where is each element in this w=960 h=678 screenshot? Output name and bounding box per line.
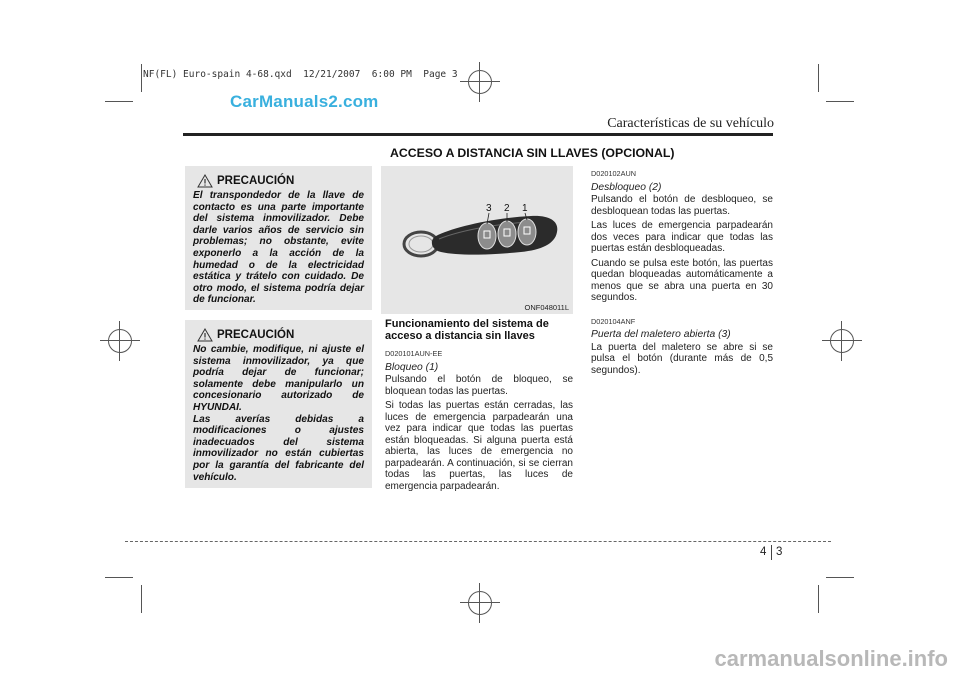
fob-label-2: 2 <box>504 203 510 214</box>
registration-mark-left <box>108 329 132 353</box>
fob-label-1: 1 <box>522 203 528 214</box>
paragraph: Cuando se pulsa este botón, las puertas quedan bloqueadas automáticamente a menos que se abra una puerta en 30 segundos. <box>591 257 773 303</box>
paragraph: Pulsando el botón de bloqueo, se bloquean todas las puertas. <box>385 374 573 397</box>
caution-body: No cambie, modifique, ni ajuste el sistema inmovilizador, ya que podría dejar de funcionar; solamente debe manipularlo un concesionario autorizado de HYUNDAI. Las averías debidas a modificaciones o ajustes inadecuados del sistema inmovilizador no están cubiertas por la garantía del fabricante del vehículo. <box>193 344 364 483</box>
reference-code: D020104ANF <box>591 316 636 326</box>
caution-box-1 <box>185 166 372 310</box>
paragraph: Pulsando el botón de desbloqueo, se desbloquean todas las puertas. <box>591 194 773 217</box>
right-column <box>591 166 773 379</box>
item-title-unlock: Desbloqueo (2) <box>591 181 662 193</box>
reference-code: D020102AUN <box>591 169 637 178</box>
watermark-bottom[interactable]: carmanualsonline.info <box>714 646 948 671</box>
registration-mark-right <box>830 329 854 353</box>
figure-code: ONF048011L <box>524 303 569 312</box>
page-number-separator <box>771 545 772 560</box>
item-title-lock: Bloqueo (1) <box>385 361 439 373</box>
chapter-number: 4 <box>760 546 767 558</box>
watermark-top[interactable]: CarManuals2.com <box>230 92 379 111</box>
middle-column <box>385 318 573 495</box>
caution-title: PRECAUCIÓN <box>217 329 295 341</box>
key-fob-illustration <box>381 166 573 314</box>
section-title: ACCESO A DISTANCIA SIN LLAVES (OPCIONAL) <box>390 146 675 160</box>
page-number: 3 <box>776 546 783 558</box>
caution-title: PRECAUCIÓN <box>217 175 295 187</box>
warning-icon <box>197 174 213 188</box>
key-fob-figure <box>381 166 573 314</box>
caution-body: El transpondedor de la llave de contacto es una parte importante del sistema inmovilizador. Debe darle varios años de servicio sin problemas; no obstante, evite exponerlo a la acción de la humedad o de la electricidad estática y trátelo con cuidado. De otro modo, el sistema podría dejar de funcionar. <box>193 190 364 306</box>
header-rule <box>183 133 773 136</box>
warning-icon <box>197 328 213 342</box>
registration-mark-top <box>468 70 492 94</box>
registration-mark-bottom <box>468 591 492 615</box>
reference-code: D020101AUN-EE <box>385 349 443 358</box>
fob-label-3: 3 <box>486 203 492 214</box>
item-title-trunk: Puerta del maletero abierta (3) <box>591 329 731 340</box>
caution-box-2 <box>185 320 372 488</box>
file-header: NF(FL) Euro-spain 4-68.qxd 12/21/2007 6:00 PM Page 3 <box>143 69 458 80</box>
footer-rule <box>125 541 831 542</box>
page-header-title: Características de su vehículo <box>607 116 774 131</box>
subsection-title: Funcionamiento del sistema de acceso a distancia sin llaves <box>385 318 549 342</box>
paragraph: La puerta del maletero se abre si se pulsa el botón (durante más de 0,5 segundos). <box>591 341 773 376</box>
paragraph: Si todas las puertas están cerradas, las luces de emergencia parpadearán una vez para indicar que todas las puertas están bloqueadas. Si alguna puerta está abierta, las luces de emergencia no parpadearán. A continuación, si se cierran todas las puertas, las luces de emergencia parpadearán. <box>385 400 573 492</box>
paragraph: Las luces de emergencia parpadearán dos veces para indicar que todas las puertas están desbloqueadas. <box>591 220 773 254</box>
